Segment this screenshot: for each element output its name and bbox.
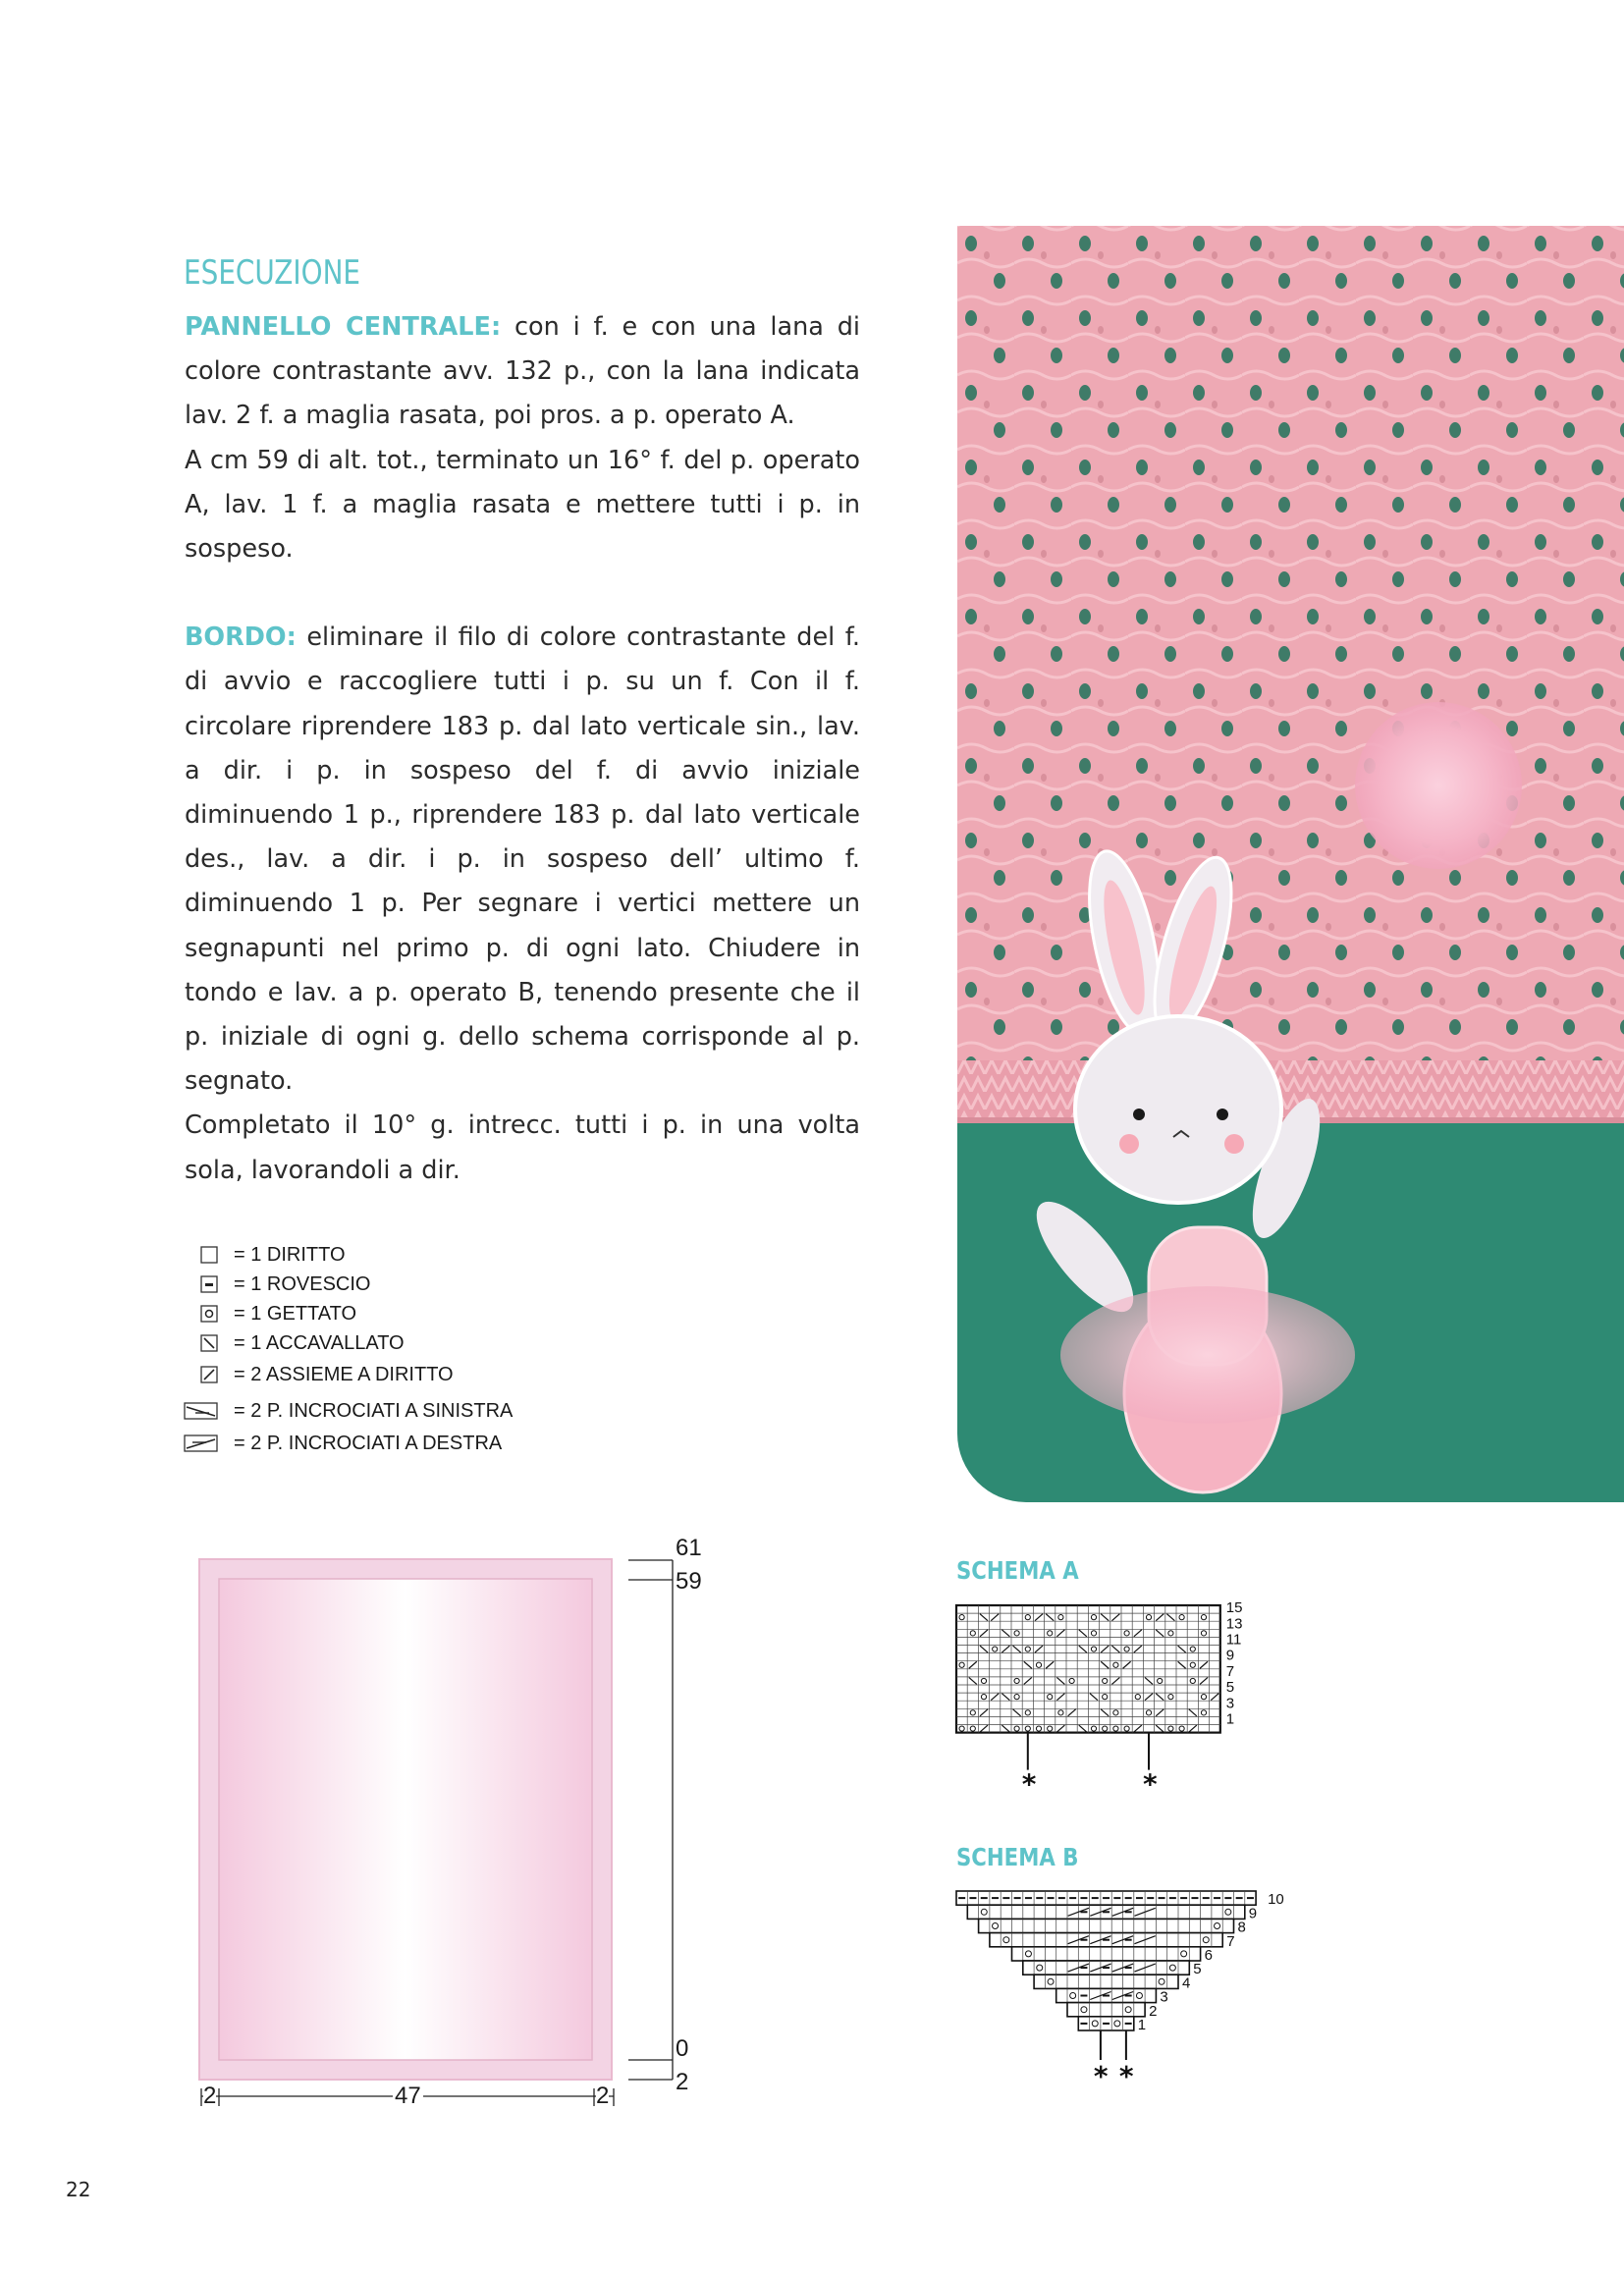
schema-a-grid: [952, 1596, 1355, 1802]
row-number: 1: [1137, 2017, 1147, 2033]
schema-b-grid: [952, 1883, 1443, 2089]
row-number: 2: [1149, 2002, 1158, 2020]
dim-label: 0: [676, 2035, 689, 2062]
legend-label: = 1 GETTATO: [234, 1302, 357, 1325]
legend-row: [200, 1330, 405, 1356]
dim-label: 47: [395, 2083, 421, 2109]
slash-square-icon: [200, 1366, 218, 1383]
row-number: 8: [1237, 1919, 1246, 1936]
row-number: 1: [1225, 1710, 1235, 1728]
empty-square-icon: [200, 1246, 218, 1264]
legend-label: = 2 P. INCROCIATI A DESTRA: [234, 1432, 503, 1454]
lead-border: BORDO:: [185, 622, 297, 653]
row-number: 13: [1225, 1615, 1243, 1633]
paragraph-border-2: Completato il 10° g. intrecc. tutti i p. in una volta sola, lavorandoli a dir.: [185, 1110, 860, 1185]
dim-label: 2: [596, 2083, 610, 2109]
legend-row: [200, 1242, 346, 1268]
schema-a-chart: [952, 1596, 1394, 1802]
text-panel-1: con i f. e con una lana di colore contrastante avv. 132 p., con la lana indicata lav. 2 f. a maglia rasata, poi pros. a p. operato A.: [185, 312, 861, 431]
legend-label: = 1 ROVESCIO: [234, 1272, 371, 1295]
marker-asterisk: *: [1021, 1767, 1037, 1801]
text-border-1: eliminare il filo di colore contrastante del f. di avvio e raccogliere tutti i p. su un f. Con il f. circolare riprendere 183 p. dal lato verticale sin., lav. a dir. i p. in sospeso del f. di avvio iniziale diminuendo 1 p., riprendere 183 p. dal lato verticale des., lav. a dir. i p. in sospeso dell’ ultimo f. diminuendo 1 p. Per segnare i vertici mettere un segnapunti nel primo p. di ogni lato. Chiudere in tondo e lav. a p. operato B, tenendo presente che il p. iniziale di ogni g. dello schema corrisponde al p. segnato.: [185, 622, 860, 1097]
lead-panel: PANNELLO CENTRALE:: [185, 312, 502, 342]
panel-outline: [177, 1527, 727, 2126]
dim-label: 2: [203, 2083, 217, 2109]
row-band: [979, 1919, 1234, 1932]
circle-square-icon: [200, 1305, 218, 1323]
marker-asterisk: *: [1143, 1767, 1158, 1801]
row-number: 4: [1182, 1975, 1191, 1992]
right-cross-icon: [184, 1434, 218, 1452]
panel-diagram: [177, 1527, 727, 2126]
dim-label: 59: [676, 1568, 702, 1595]
knit-bunny-image: [957, 226, 1624, 1502]
blanket-photo: [957, 226, 1624, 1502]
legend-label: = 2 P. INCROCIATI A SINISTRA: [234, 1399, 514, 1422]
legend-row: [200, 1301, 356, 1326]
schema-b-chart: [952, 1883, 1443, 2089]
dash-square-icon: [200, 1275, 218, 1293]
schema-a-title: SCHEMA A: [956, 1556, 1079, 1585]
dim-label: 61: [676, 1535, 702, 1561]
row-number: 6: [1204, 1947, 1213, 1964]
section-heading: ESECUZIONE: [184, 253, 361, 293]
paragraph-panel-2: A cm 59 di alt. tot., terminato un 16° f. del p. operato A, lav. 1 f. a maglia rasata e mettere tutti i p. in sospeso.: [185, 445, 860, 565]
page-number: 22: [66, 2178, 91, 2201]
row-number: 3: [1225, 1695, 1235, 1712]
marker-asterisk: *: [1093, 2060, 1109, 2089]
marker-asterisk: *: [1118, 2060, 1134, 2089]
row-band: [1012, 1947, 1201, 1961]
dim-label: 2: [676, 2069, 689, 2095]
left-cross-icon: [184, 1402, 218, 1420]
backslash-square-icon: [200, 1334, 218, 1352]
row-number: 9: [1248, 1905, 1258, 1922]
legend-label: = 1 ACCAVALLATO: [234, 1331, 405, 1354]
row-number: 15: [1225, 1599, 1243, 1617]
legend-label: = 1 DIRITTO: [234, 1243, 346, 1266]
row-number: 9: [1225, 1647, 1235, 1664]
legend-row: [200, 1362, 454, 1387]
instructions-text: [185, 305, 860, 1193]
row-number: 7: [1226, 1932, 1235, 1950]
row-number: 11: [1225, 1631, 1242, 1649]
schema-b-title: SCHEMA B: [956, 1843, 1079, 1871]
row-band: [1034, 1975, 1178, 1988]
row-number: 3: [1160, 1988, 1168, 2006]
row-band: [1067, 2003, 1145, 2017]
row-number: 5: [1225, 1679, 1235, 1697]
legend-row: [200, 1272, 371, 1297]
paragraph-border-1: [185, 616, 860, 1104]
legend-row: [184, 1398, 513, 1424]
row-number: 10: [1268, 1891, 1284, 1909]
legend-label: = 2 ASSIEME A DIRITTO: [234, 1363, 454, 1385]
row-number: 7: [1225, 1662, 1235, 1680]
row-number: 5: [1193, 1961, 1202, 1978]
legend-row: [184, 1431, 502, 1456]
paragraph-panel-1: [185, 305, 860, 439]
